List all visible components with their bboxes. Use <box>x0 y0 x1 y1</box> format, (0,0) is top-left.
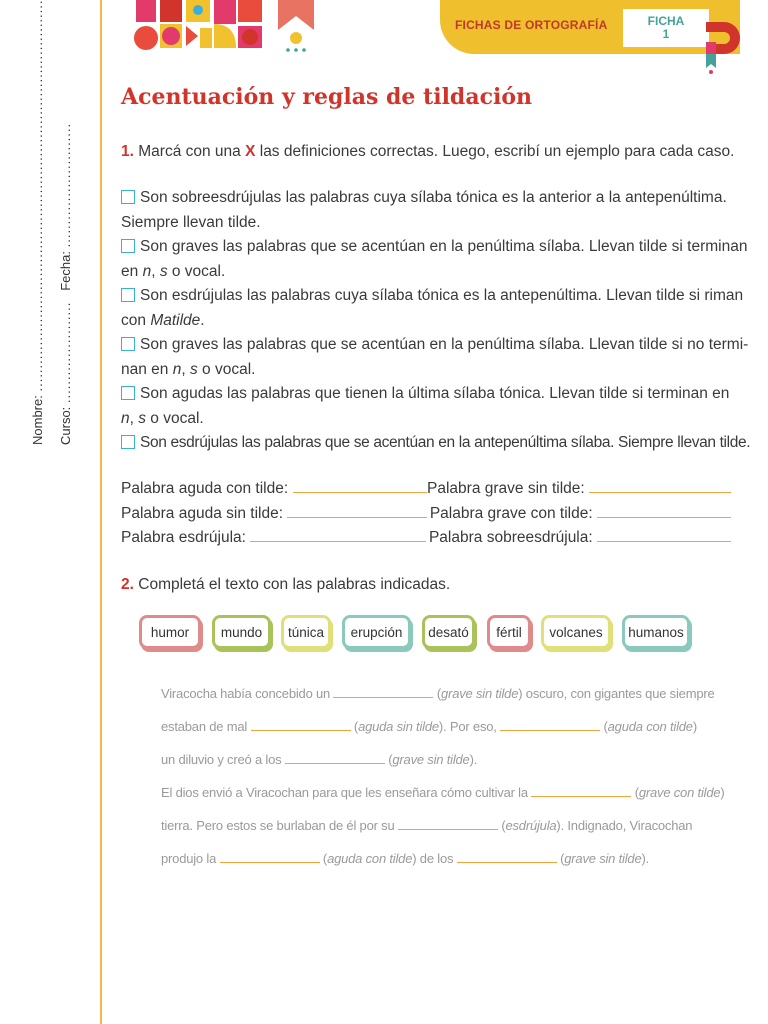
definition-item <box>121 431 751 456</box>
checkbox[interactable] <box>121 190 135 204</box>
answer-blank[interactable] <box>597 503 731 518</box>
definition-text: Son graves las palabras que se acentúan en la penúltima sílaba. Llevan tilde si no termi- <box>140 336 749 353</box>
word-text: fértil <box>496 624 522 640</box>
word-text: erupción <box>350 624 403 640</box>
example-row <box>121 502 731 527</box>
answer-blank[interactable] <box>597 527 731 542</box>
text-part: o vocal. <box>197 360 256 378</box>
word-tag[interactable] <box>139 615 201 649</box>
text-italic: s <box>159 262 168 280</box>
checkbox[interactable] <box>121 386 135 400</box>
word-text: humanos <box>628 624 684 640</box>
example-aguda-con <box>121 477 427 502</box>
answer-blank[interactable] <box>250 527 426 542</box>
answer-blank[interactable] <box>333 686 433 698</box>
answer-blank[interactable] <box>220 851 320 863</box>
answer-blank[interactable] <box>287 503 427 518</box>
story-line: El dios envió a Viracochan para que les enseñara cómo cultivar la (grave con tilde) <box>161 785 725 800</box>
example-label: Palabra grave sin tilde: <box>427 480 585 497</box>
definition-text: Son esdrújulas las palabras cuya sílaba tónica es la antepenúltima. Llevan tilde si riman <box>140 287 744 304</box>
text-part: o vocal. <box>167 262 226 280</box>
story-part: El dios envió a Viracochan para que les enseñara cómo cultivar la <box>161 785 532 800</box>
answer-blank[interactable] <box>457 851 557 863</box>
curso-field[interactable]: Curso: ...................... Fecha: ........................... <box>58 122 73 445</box>
answer-blank[interactable] <box>398 818 498 830</box>
example-esdrujula <box>121 526 426 551</box>
story-part: . Por eso, <box>443 719 501 734</box>
definition-text: Son graves las palabras que se acentúan en la penúltima sílaba. Llevan tilde si terminan <box>140 238 748 255</box>
word-text: túnica <box>287 624 325 640</box>
story-line: estaban de mal (aguda sin tilde). Por eso, (aguda con tilde) <box>161 719 697 734</box>
examples-grid <box>121 477 731 551</box>
definition-item <box>121 284 744 309</box>
word-tag[interactable] <box>622 615 690 649</box>
nombre-field[interactable]: Nombre: ..................................................................................... <box>30 0 45 445</box>
story-line: produjo la (aguda con tilde) de los (grave sin tilde). <box>161 851 650 866</box>
example-aguda-sin <box>121 502 427 527</box>
word-tag[interactable] <box>212 615 271 649</box>
checkbox[interactable] <box>121 288 135 302</box>
student-fields <box>0 0 100 450</box>
answer-blank[interactable] <box>500 719 600 731</box>
hint: grave con tilde <box>638 785 721 800</box>
example-label: Palabra aguda con tilde: <box>121 480 289 497</box>
word-tag[interactable] <box>342 615 411 649</box>
definition-item <box>121 333 749 358</box>
hint: grave sin tilde <box>564 851 642 866</box>
example-label: Palabra esdrújula: <box>121 529 246 546</box>
text-part: , <box>129 409 139 427</box>
story-part: produjo la <box>161 851 220 866</box>
text-part: o vocal. <box>146 409 204 427</box>
definition-continuation <box>121 309 731 334</box>
exercise-2-instruction <box>121 573 450 598</box>
page-title: Acentuación y reglas de tildación <box>121 84 532 110</box>
text-italic: s <box>138 409 146 427</box>
bookmark-icon <box>700 20 746 76</box>
word-text: volcanes <box>549 624 603 640</box>
exercise-number: 1. <box>121 143 134 160</box>
answer-blank[interactable] <box>251 719 351 731</box>
exercise-1-instruction <box>121 140 734 165</box>
story-part: . <box>473 752 478 767</box>
example-label: Palabra grave con tilde: <box>429 504 593 522</box>
text-italic: s <box>189 360 198 378</box>
instruction-text: las definiciones correctas. Luego, escribí un ejemplo para cada caso. <box>255 143 735 160</box>
definition-text: Son sobreesdrújulas las palabras cuya sílaba tónica es la anterior a la antepenúltima. <box>140 189 727 206</box>
story-part: de los <box>416 851 457 866</box>
word-text: desató <box>428 624 469 640</box>
example-label: Palabra aguda sin tilde: <box>121 504 284 522</box>
definition-item <box>121 382 731 407</box>
word-tag[interactable] <box>487 615 531 649</box>
answer-blank[interactable] <box>531 785 631 797</box>
hint: aguda con tilde <box>327 851 413 866</box>
story-part: un diluvio y creó a los <box>161 752 285 767</box>
story-line: Viracocha había concebido un (grave sin tilde) oscuro, con gigantes que siempre <box>161 686 715 701</box>
ficha-number: 1 <box>662 27 670 41</box>
word-text: mundo <box>220 624 263 640</box>
hint: aguda con tilde <box>607 719 693 734</box>
example-sobre <box>429 526 731 551</box>
definitions-list <box>121 186 751 456</box>
text-part: , <box>151 262 160 280</box>
definition-continuation: Siempre llevan tilde. <box>121 213 261 231</box>
definition-text: Son agudas las palabras que tienen la última sílaba tónica. Llevan tilde si terminan en <box>140 385 730 402</box>
example-label: Palabra sobreesdrújula: <box>428 529 593 546</box>
story-part: tierra. Pero estos se burlaban de él por su <box>161 818 398 833</box>
nombre-label: Nombre: <box>30 395 45 445</box>
answer-blank[interactable] <box>589 478 731 493</box>
word-text: humor <box>150 624 190 640</box>
word-tag[interactable] <box>541 615 611 649</box>
example-grave-con <box>430 502 731 527</box>
answer-blank[interactable] <box>293 478 427 493</box>
story-part: . <box>645 851 650 866</box>
text-part: con <box>121 311 151 329</box>
text-part: nan en <box>121 360 173 378</box>
definition-continuation <box>121 260 731 285</box>
checkbox[interactable] <box>121 435 135 449</box>
story-part: estaban de mal <box>161 719 251 734</box>
text-italic: n <box>121 409 130 427</box>
exercise-number: 2. <box>121 576 134 593</box>
example-row <box>121 526 731 551</box>
header-decoration <box>130 0 320 56</box>
checkbox[interactable] <box>121 337 135 351</box>
checkbox[interactable] <box>121 239 135 253</box>
ficha-badge <box>623 15 709 41</box>
example-row <box>121 477 731 502</box>
x-mark: X <box>245 143 256 160</box>
margin-rule <box>100 0 102 1024</box>
word-tag[interactable] <box>422 615 475 649</box>
story-part: Viracocha había concebido un <box>161 686 334 701</box>
definition-item <box>121 235 748 260</box>
hint: esdrújula <box>505 818 557 833</box>
ficha-label: FICHA <box>647 14 685 28</box>
instruction-text: Completá el texto con las palabras indicadas. <box>138 576 451 593</box>
hint: grave sin tilde <box>392 752 470 767</box>
text-part: en <box>121 262 143 280</box>
answer-blank[interactable] <box>285 752 385 764</box>
story-part: . Indignado, Viracochan <box>560 818 693 833</box>
text-part: . <box>200 311 205 329</box>
text-italic: n <box>172 360 182 378</box>
instruction-text: Marcá con una <box>138 143 246 160</box>
curso-label: Curso: <box>58 406 73 445</box>
text-part: , <box>181 360 190 378</box>
definition-text: Son esdrújulas las palabras que se acentúan en la antepenúltima sílaba. Siempre llevan tilde. <box>140 434 751 451</box>
fecha-label: Fecha: <box>58 251 73 291</box>
definition-continuation <box>121 407 731 432</box>
definition-item <box>121 186 731 211</box>
story-part: oscuro, con gigantes que siempre <box>522 686 715 701</box>
text-italic: Matilde <box>150 311 201 329</box>
story-text <box>161 677 725 875</box>
section-title: FICHAS DE ORTOGRAFÍA <box>455 18 608 32</box>
story-line: tierra. Pero estos se burlaban de él por su (esdrújula). Indignado, Viracochan <box>161 818 693 833</box>
example-grave-sin <box>427 477 731 502</box>
definition-continuation <box>121 358 731 383</box>
hint: grave sin tilde <box>441 686 519 701</box>
story-line: un diluvio y creó a los (grave sin tilde). <box>161 752 478 767</box>
word-tag[interactable] <box>281 615 331 649</box>
text-italic: n <box>142 262 152 280</box>
hint: aguda sin tilde <box>358 719 439 734</box>
